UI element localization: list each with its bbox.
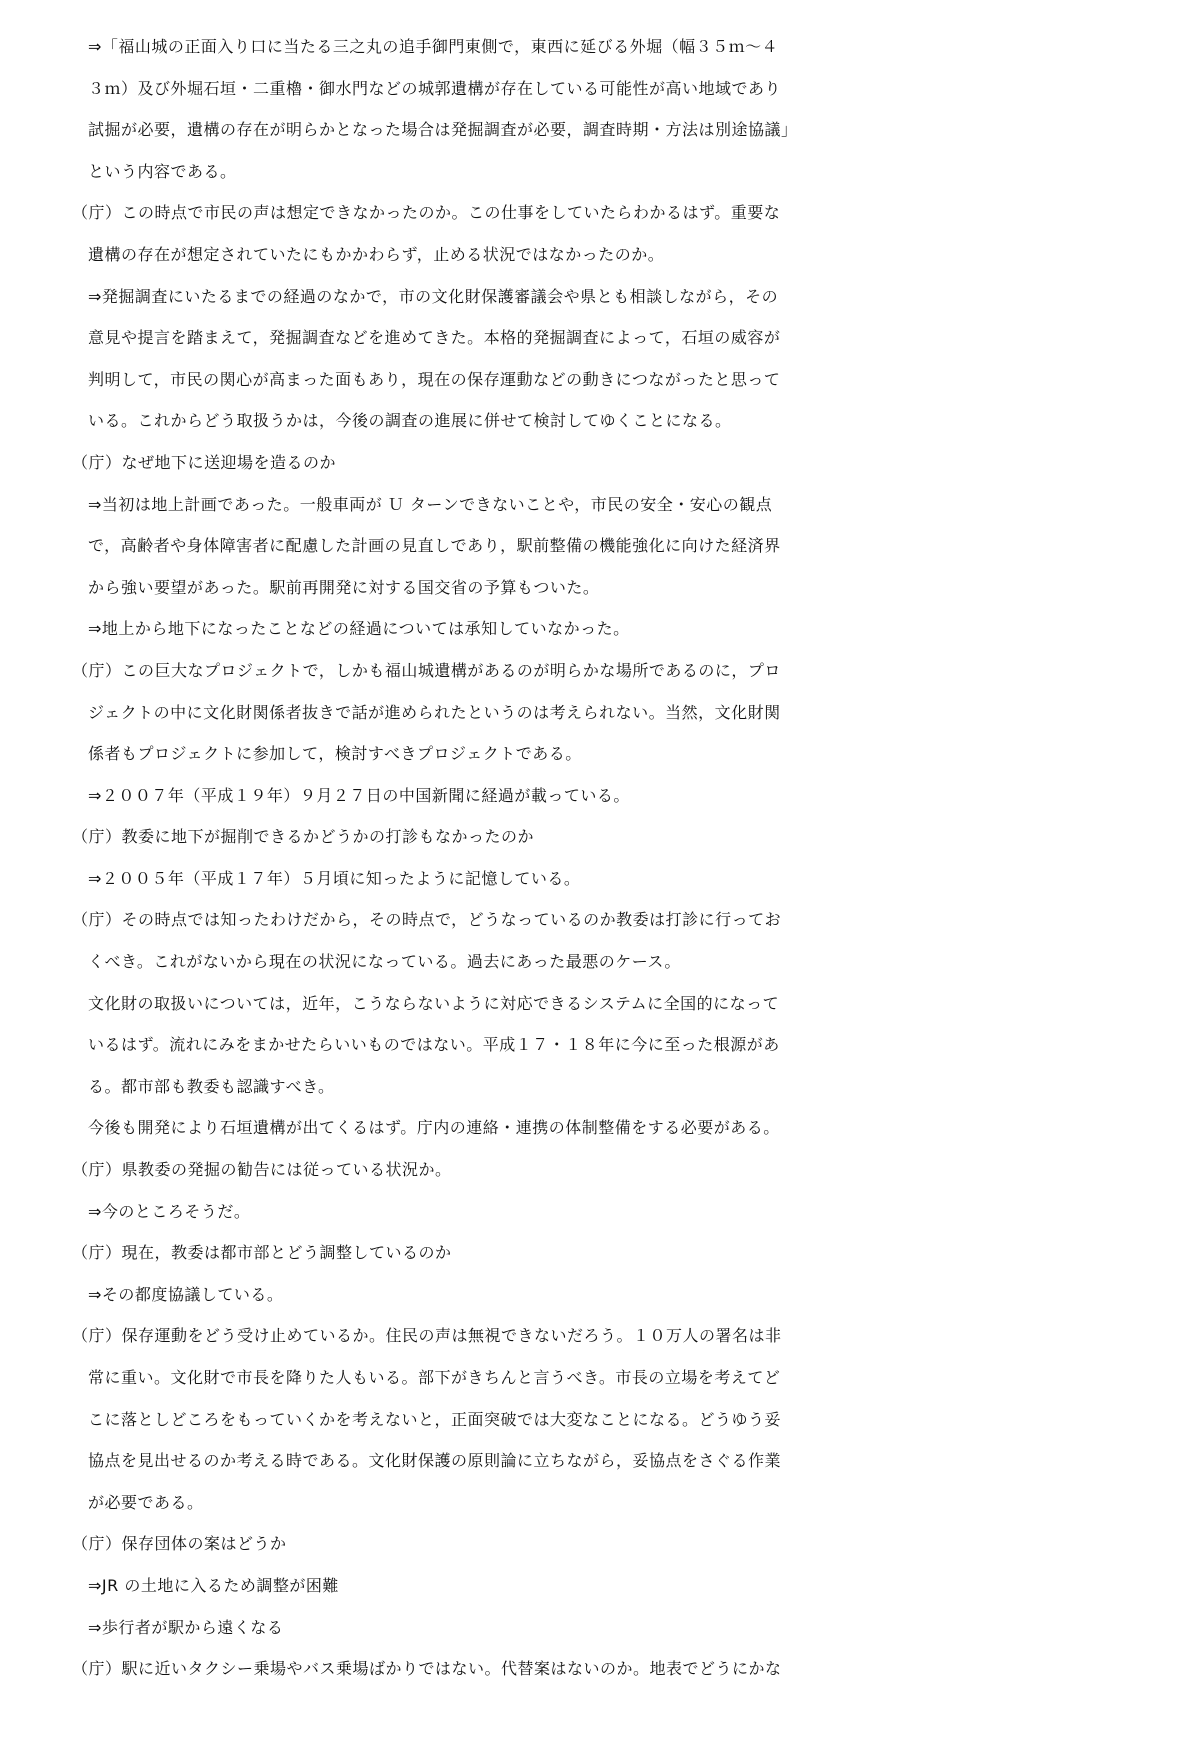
question-line: （庁）その時点では知ったわけだから，その時点で，どうなっているのか教委は打診に行ってお xyxy=(72,910,782,930)
question-line: （庁）なぜ地下に送迎場を造るのか xyxy=(72,452,337,472)
question-line: 係者もプロジェクトに参加して，検討すべきプロジェクトである。 xyxy=(88,744,582,764)
comment-line: いるはず。流れにみをまかせたらいいものではない。平成１７・１８年に今に至った根源があ xyxy=(88,1035,780,1055)
answer-line: ⇒地上から地下になったことなどの経過については承知していなかった。 xyxy=(88,619,630,639)
answer-line: ⇒「福山城の正面入り口に当たる三之丸の追手御門東側で，東西に延びる外堀（幅３５ｍ～４ xyxy=(88,37,779,56)
question-line: 常に重い。文化財で市長を降りた人もいる。部下がきちんと言うべき。市長の立場を考えてど xyxy=(88,1368,781,1387)
answer-line: から強い要望があった。駅前再開発に対する国交省の予算もついた。 xyxy=(88,577,600,597)
answer-line: ３ｍ）及び外堀石垣・二重櫓・御水門などの城郭遺構が存在している可能性が高い地域であり xyxy=(88,78,782,98)
answer-line: ⇒今のところそうだ。 xyxy=(88,1201,251,1221)
question-line: くべき。これがないから現在の状況になっている。過去にあった最悪のケース。 xyxy=(88,952,681,972)
answer-line: ⇒当初は地上計画であった。一般車両が Ｕ ターンできないことや，市民の安全・安心の観点 xyxy=(88,494,773,514)
answer-line: ⇒発掘調査にいたるまでの経過のなかで，市の文化財保護審議会や県とも相談しながら，その xyxy=(88,286,779,306)
question-line: が必要である。 xyxy=(88,1492,204,1512)
answer-line: 試掘が必要，遺構の存在が明らかとなった場合は発掘調査が必要，調査時期・方法は別途協議」 xyxy=(88,120,798,140)
question-line: 遺構の存在が想定されていたにもかかわらず，止める状況ではなかったのか。 xyxy=(88,244,665,264)
answer-line: 判明して，市民の関心が高まった面もあり，現在の保存運動などの動きにつながったと思って xyxy=(88,369,781,389)
question-line: （庁）この時点で市民の声は想定できなかったのか。この仕事をしていたらわかるはず。重要な xyxy=(72,203,781,223)
question-line: （庁）保存運動をどう受け止めているか。住民の声は無視できないだろう。１０万人の署名は非 xyxy=(72,1326,782,1346)
answer-line: ⇒その都度協議している。 xyxy=(88,1284,284,1304)
answer-line: という内容である。 xyxy=(88,161,237,181)
answer-line: ⇒２００７年（平成１９年）９月２７日の中国新聞に経過が載っている。 xyxy=(88,785,630,805)
question-line: こに落としどころをもっていくかを考えないと，正面突破では大変なことになる。どうゆう妥 xyxy=(88,1409,782,1429)
comment-line: 今後も開発により石垣遺構が出てくるはず。庁内の連絡・連携の体制整備をする必要がある。 xyxy=(88,1118,780,1138)
answer-line: ⇒歩行者が駅から遠くなる xyxy=(88,1617,284,1637)
answer-line: ⇒２００５年（平成１７年）５月頃に知ったように記憶している。 xyxy=(88,868,581,888)
question-line: （庁）保存団体の案はどうか xyxy=(72,1534,287,1554)
question-line: （庁）教委に地下が掘削できるかどうかの打診もなかったのか xyxy=(72,827,535,847)
document-page xyxy=(0,26,1200,1690)
comment-line: る。都市部も教委も認識すべき。 xyxy=(88,1076,335,1096)
answer-line: ⇒JR の土地に入るため調整が困難 xyxy=(88,1575,339,1595)
question-line: （庁）県教委の発掘の勧告には従っている状況か。 xyxy=(72,1160,452,1180)
answer-line: いる。これからどう取扱うかは，今後の調査の進展に併せて検討してゆくことになる。 xyxy=(88,411,732,431)
question-line: 協点を見出せるのか考える時である。文化財保護の原則論に立ちながら，妥協点をさぐる作業 xyxy=(88,1451,782,1471)
question-line: （庁）現在，教委は都市部とどう調整しているのか xyxy=(72,1243,452,1263)
question-line: （庁）この巨大なプロジェクトで，しかも福山城遺構があるのが明らかな場所であるのに，プロ xyxy=(72,660,781,680)
comment-line: 文化財の取扱いについては，近年，こうならないように対応できるシステムに全国的になって xyxy=(88,993,780,1013)
question-line: ジェクトの中に文化財関係者抜きで話が進められたというのは考えられない。当然，文化財関 xyxy=(88,702,781,722)
question-line: （庁）駅に近いタクシー乗場やバス乗場ばかりではない。代替案はないのか。地表でどうにかな xyxy=(72,1659,782,1679)
answer-line: で，高齢者や身体障害者に配慮した計画の見直しであり，駅前整備の機能強化に向けた経済界 xyxy=(88,536,781,556)
answer-line: 意見や提言を踏まえて，発掘調査などを進めてきた。本格的発掘調査によって，石垣の威容が xyxy=(88,328,781,348)
